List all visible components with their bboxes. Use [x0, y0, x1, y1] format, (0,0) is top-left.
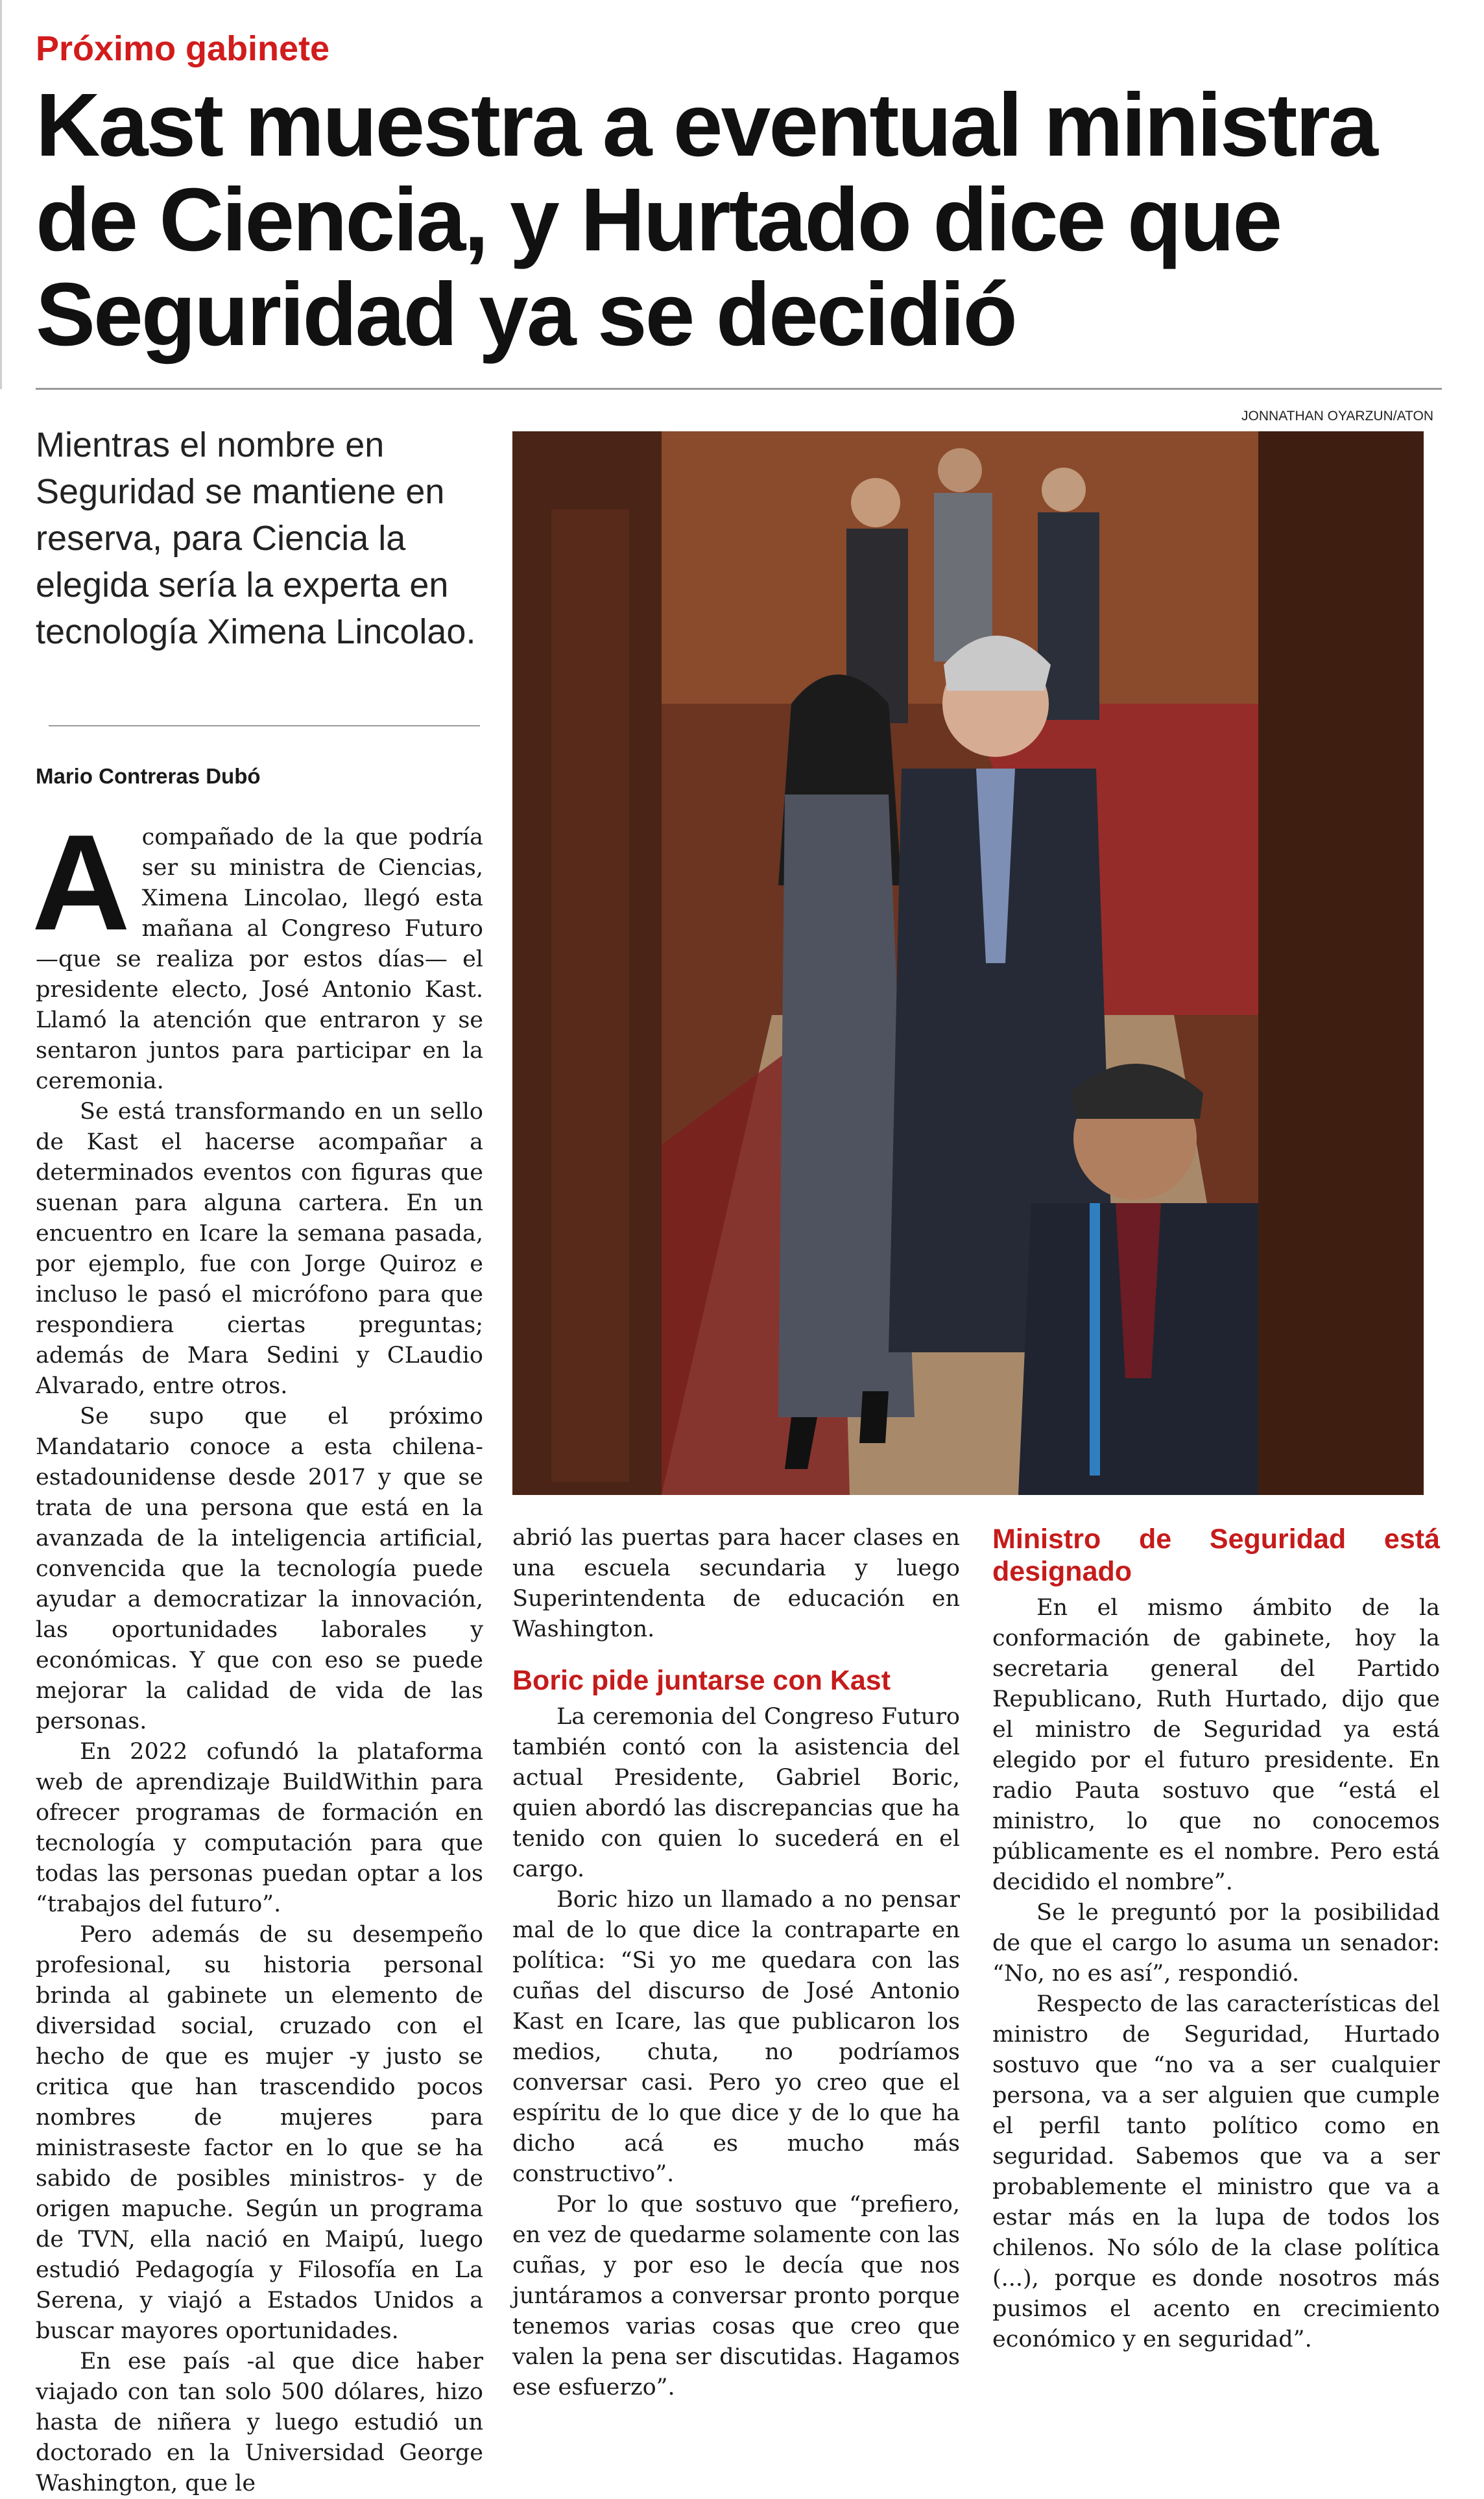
headline-line-1: Kast muestra a eventual ministra — [36, 75, 1376, 175]
paragraph: Boric hizo un llamado a no pensar mal de lo que dice la contraparte en política: “Si yo me quedara con las cuñas del discurso de José Antonio Kast en Icare, las que publicaron los medios, chuta, no podríamos conversar casi. Pero yo creo que el espíritu de lo que dice y de lo que ha dicho acá es mucho más constructivo”. — [512, 1887, 960, 2187]
article-column-1 — [32, 806, 483, 2499]
article-photo — [512, 431, 1424, 1495]
paragraph: La ceremonia del Congreso Futuro también contó con la asistencia del actual Presidente, Gabriel Boric, quien abordó las discrepancias que ha tenido con quien lo sucederá en el cargo. — [512, 1704, 960, 1882]
paragraph: Se supo que el próximo Mandatario conoce a esta chilena-estadounidense desde 2017 y que se trata de una persona que está en la avanzada de la inteligencia artificial, convencida que la tecnología puede ayudar a democratizar la innovación, las oportunidades laborales y económicas. Y que con eso se puede mejorar la calidad de vida de las personas. — [36, 1404, 483, 1734]
paragraph: Respecto de las características del ministro de Seguridad, Hurtado sostuvo que “no va a ser cualquier persona, va a ser alguien que cumple el perfil tanto político como en seguridad. Sabemos que va a ser probablemente el ministro que va a estar más en la lupa de todos los chilenos. No sólo de la clase política (...), porque es donde nosotros más pusimos el acento en crecimiento económico y en seguridad”. — [992, 1991, 1440, 2352]
left-margin-rule — [0, 0, 2, 389]
headline — [36, 75, 1430, 365]
paragraph: Se está transformando en un sello de Kast el hacerse acompañar a determinados eventos con figuras que suenan para alguna cartera. En un encuentro en Icare la semana pasada, por ejemplo, fue con Jorge Quiroz e incluso le pasó el micrófono para que respondiera ciertas preguntas; además de Mara Sedini y CLaudio Alvarado, entre otros. — [36, 1099, 483, 1399]
dek: Mientras el nombre en Seguridad se mantiene en reserva, para Ciencia la elegida sería la experta en tecnología Ximena Lincolao. — [36, 425, 476, 651]
headline-line-3: Seguridad ya se decidió — [36, 265, 1016, 365]
subheading: Boric pide juntarse con Kast — [512, 1665, 891, 1696]
kicker: Próximo gabinete — [36, 29, 330, 68]
paragraph: Por lo que sostuvo que “prefiero, en vez de quedarme solamente con las cuñas, y por eso le decía que nos juntáramos a conversar pronto porque tenemos varias cosas que creo que valen la pena ser discutidas. Hagamos ese esfuerzo”. — [512, 2192, 960, 2400]
dek-divider — [49, 725, 480, 726]
paragraph: Se le preguntó por la posibilidad de que el cargo lo asuma un senador: “No, no es así”, respondió. — [992, 1900, 1440, 1987]
paragraph: Acompañado de la que podría ser su ministra de Ciencias, Ximena Lincolao, llegó esta mañana al Congreso Futuro —que se realiza por estos días— el presidente electo, José Antonio Kast. Llamó la atención que entraron y se sentaron juntos para participar en la ceremonia. — [32, 806, 483, 1094]
paragraph: abrió las puertas para hacer clases en una escuela secundaria y luego Superintendenta de educación en Washington. — [512, 1525, 960, 1642]
drop-cap: A — [32, 806, 130, 959]
photo-credit: JONNATHAN OYARZUN/ATON — [1241, 409, 1433, 424]
paragraph: En 2022 cofundó la plataforma web de aprendizaje BuildWithin para ofrecer programas de formación en tecnología y computación para que todas las personas puedan optar a los “trabajos del futuro”. — [36, 1739, 483, 1917]
byline: Mario Contreras Dubó — [36, 764, 261, 788]
photo-illustration — [512, 431, 1424, 1495]
headline-divider — [36, 388, 1442, 390]
paragraph: En ese país -al que dice haber viajado con tan solo 500 dólares, hizo hasta de niñera y luego estudió un doctorado en la Universidad George Washington, que le — [36, 2349, 483, 2496]
headline-line-2: de Ciencia, y Hurtado dice que — [36, 170, 1281, 270]
paragraph: En el mismo ámbito de la conformación de gabinete, hoy la secretaria general del Partido Republicano, Ruth Hurtado, dijo que el ministro de Seguridad ya está elegido por el futuro presidente. En radio Pauta sostuvo que “está el ministro, lo que no conocemos públicamente es el nombre. Pero está decidido el nombre”. — [992, 1595, 1440, 1895]
subheading: Ministro de Seguridad está designado — [992, 1524, 1440, 1587]
article-column-2 — [512, 1523, 960, 2403]
paragraph: Pero además de su desempeño profesional, su historia personal brinda al gabinete un elemento de diversidad social, cruzado con el hecho de que es mujer -y justo se critica que han trascendido pocos nombres de mujeres para ministraseste factor en lo que se ha sabido de posibles ministros- y de origen mapuche. Según un programa de TVN, ella nació en Maipú, luego estudió Pedagogía y Filosofía en La Serena, y viajó a Estados Unidos a buscar mayores oportunidades. — [36, 1922, 483, 2344]
article-column-3 — [992, 1523, 1440, 2355]
